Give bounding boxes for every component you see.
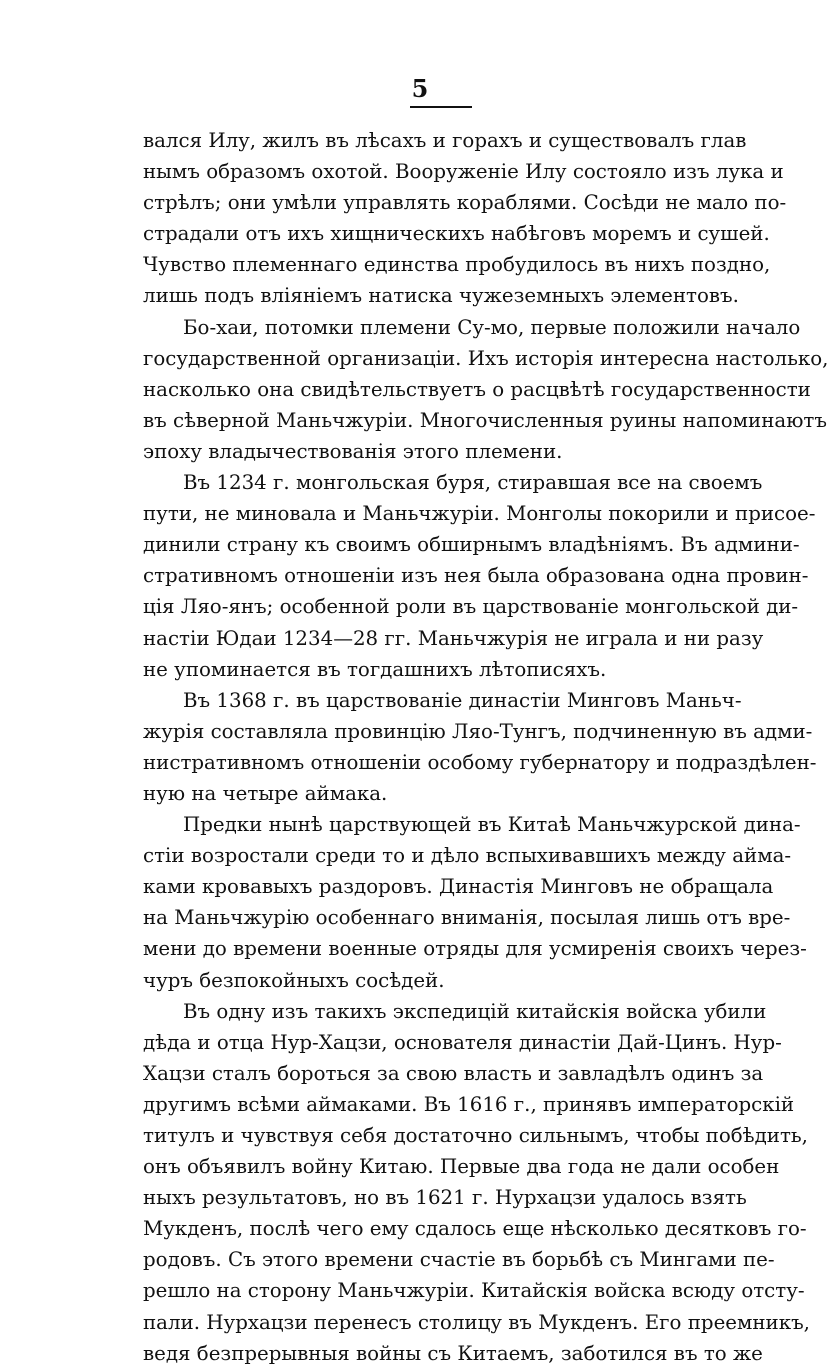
text-line: онъ объявилъ войну Китаю. Первые два года не дали особен xyxy=(143,1155,780,1179)
text-line: государственной организаціи. Ихъ исторія интересна настолько, xyxy=(143,346,829,370)
text-line: въ сѣверной Маньчжуріи. Многочисленныя руины напоминаютъ xyxy=(143,408,827,432)
text-line: насколько она свидѣтельствуетъ о расцвѣтѣ государственности xyxy=(143,377,811,401)
paragraph-3 xyxy=(143,467,816,685)
paragraph-5 xyxy=(143,809,807,996)
text-line: настіи Юдаи 1234—28 гг. Маньчжурія не играла и ни разу xyxy=(143,626,764,650)
text-line: лишь подъ вліяніемъ натиска чужеземныхъ элементовъ. xyxy=(143,284,739,308)
text-line: не упоминается въ тогдашнихъ лѣтописяхъ. xyxy=(143,657,607,681)
text-line: Мукденъ, послѣ чего ему сдалось еще нѣсколько десятковъ го- xyxy=(143,1217,807,1241)
text-line: стіи возростали среди то и дѣло вспыхивавшихъ между айма- xyxy=(143,844,792,868)
page-number: 5 xyxy=(411,74,429,103)
text-line: ную на четыре аймака. xyxy=(143,781,388,805)
text-line: Чувство племеннаго единства пробудилось въ нихъ поздно, xyxy=(143,253,771,277)
text-line: пали. Нурхацзи перенесъ столицу въ Мукденъ. Его преемникъ, xyxy=(143,1310,810,1334)
text-line: нымъ образомъ охотой. Вооруженіе Илу состояло изъ лука и xyxy=(143,160,784,184)
page-number-underline xyxy=(410,106,472,108)
text-line: Въ одну изъ такихъ экспедицій китайскія войска убили xyxy=(183,999,767,1023)
text-line: Предки нынѣ царствующей въ Китаѣ Маньчжурской дина- xyxy=(183,813,801,837)
paragraph-2 xyxy=(143,312,829,467)
text-line: пути, не миновала и Маньчжуріи. Монголы покорили и присое- xyxy=(143,502,816,526)
text-line: мени до времени военные отряды для усмиренія своихъ через- xyxy=(143,937,807,961)
text-line: вался Илу, жилъ въ лѣсахъ и горахъ и существовалъ глав xyxy=(143,129,747,152)
text-line: родовъ. Съ этого времени счастіе въ борьбѣ съ Мингами пе- xyxy=(143,1248,775,1272)
text-line: другимъ всѣми аймаками. Въ 1616 г., принявъ императорскій xyxy=(143,1092,795,1116)
text-line: дѣда и отца Нур-Хацзи, основателя династіи Дай-Цинъ. Нур- xyxy=(143,1030,782,1054)
paragraph-4 xyxy=(143,685,817,809)
text-line: решло на сторону Маньчжуріи. Китайскія войска всюду отсту- xyxy=(143,1279,805,1303)
text-line: динили страну къ своимъ обширнымъ владѣніямъ. Въ админи- xyxy=(143,533,800,557)
body-text xyxy=(143,125,829,1369)
text-line: Въ 1368 г. въ царствованіе династіи Минговъ Маньч- xyxy=(183,688,742,712)
paragraph-6 xyxy=(143,996,810,1369)
text-line: ками кровавыхъ раздоровъ. Династія Минговъ не обращала xyxy=(143,875,774,899)
text-line: ведя безпрерывныя войны съ Китаемъ, заботился въ то же xyxy=(143,1341,763,1365)
text-line: на Маньчжурію особеннаго вниманія, посылая лишь отъ вре- xyxy=(143,906,791,930)
text-line: журія составляла провинцію Ляо-Тунгъ, подчиненную въ адми- xyxy=(143,719,813,743)
text-line: Хацзи сталъ бороться за свою власть и завладѣлъ одинъ за xyxy=(143,1061,764,1085)
text-line: стративномъ отношеніи изъ нея была образована одна провин- xyxy=(143,564,809,588)
text-line: страдали отъ ихъ хищническихъ набѣговъ моремъ и сушей. xyxy=(143,222,770,246)
paragraph-1 xyxy=(143,125,787,312)
text-line: стрѣлъ; они умѣли управлять кораблями. Сосѣди не мало по- xyxy=(143,191,787,215)
text-line: эпоху владычествованія этого племени. xyxy=(143,439,563,463)
text-line: титулъ и чувствуя себя достаточно сильнымъ, чтобы побѣдить, xyxy=(143,1124,808,1147)
text-line: ныхъ результатовъ, но въ 1621 г. Нурхацзи удалось взять xyxy=(143,1186,747,1210)
text-line: чуръ безпокойныхъ сосѣдей. xyxy=(143,968,445,992)
text-line: нистративномъ отношеніи особому губернатору и подраздѣлен- xyxy=(143,750,817,774)
text-line: ція Ляо-янъ; особенной роли въ царствованіе монгольской ди- xyxy=(143,595,799,619)
text-line: Въ 1234 г. монгольская буря, стиравшая все на своемъ xyxy=(183,471,763,495)
text-line: Бо-хаи, потомки племени Су-мо, первые положили начало xyxy=(183,315,801,339)
